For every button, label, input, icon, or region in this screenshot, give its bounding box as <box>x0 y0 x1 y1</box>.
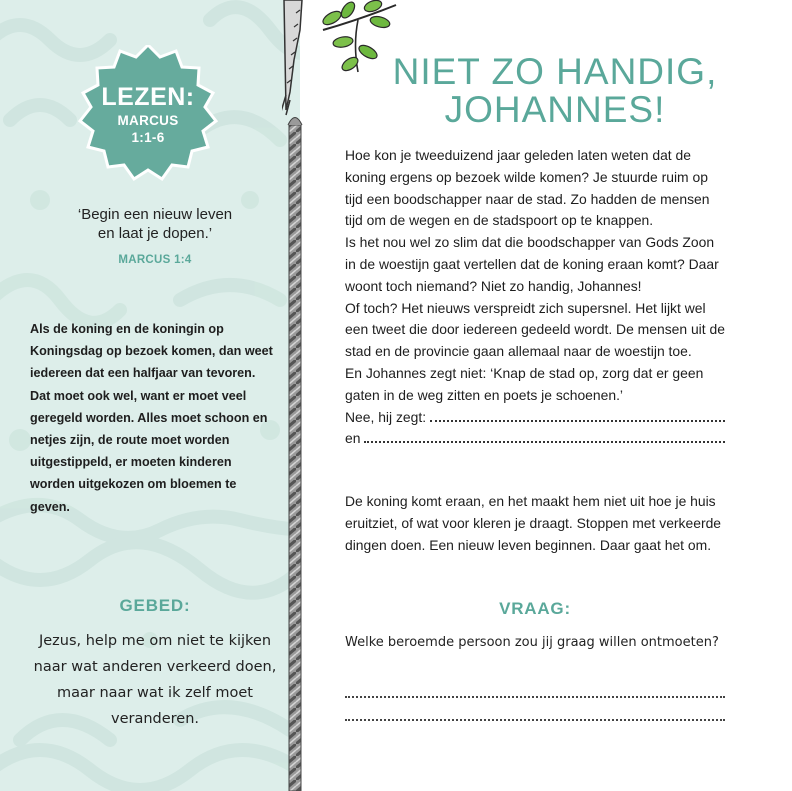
story-paragraph-5: De koning komt eraan, en het maakt hem niet uit hoe je huis eruitziet, of wat voor kleren je draagt. Stoppen met verkeerde dingen doen. Een nieuw leven beginnen. Daar gaat het om. <box>345 493 722 553</box>
intro-text: Als de koning en de koningin op Koningsdag op bezoek komen, dan weet iedereen dat een halfjaar van tevoren. Dat moet ook wel, want er moet veel geregeld worden. Alles moet schoon en netjes zijn, de route moet worden uitgestippeld, er moeten kinderen worden uitgekozen om bloemen te geven. <box>30 322 273 514</box>
fill-in-label-1: Nee, hij zegt: <box>345 408 427 425</box>
title-line-2: JOHANNES! <box>444 89 666 130</box>
knife-blade-icon <box>284 0 302 110</box>
vraag-title: VRAAG: <box>499 599 571 618</box>
quote-reference: MARCUS 1:4 <box>118 254 192 266</box>
quote-line-1: ‘Begin een nieuw leven <box>77 206 233 223</box>
fill-in-dots-1[interactable] <box>430 407 725 422</box>
badge-title: LEZEN: <box>101 82 195 111</box>
answer-line-1[interactable] <box>345 696 725 698</box>
fill-in-line-2[interactable] <box>345 428 725 450</box>
story-paragraph-2: Is het nou wel zo slim dat die boodschapper van Gods Zoon in de woestijn gaat vertellen dat de koning eraan komt? Daar woont toch niemand? Niet zo handig, Johannes! <box>345 234 719 294</box>
story-text <box>345 145 725 450</box>
answer-line-2[interactable] <box>345 719 725 721</box>
fill-in-dots-2[interactable] <box>364 428 725 443</box>
badge-text <box>78 45 218 185</box>
gebed-title: GEBED: <box>119 596 191 615</box>
gebed-text: Jezus, help me om niet te kijken naar wat anderen verkeerd doen, maar naar wat ik zelf moet veranderen. <box>33 633 277 727</box>
story-paragraph-4: En Johannes zegt niet: ‘Knap de stad op, zorg dat er geen gaten in de weg zitten en poets je schoenen.’ <box>345 364 704 403</box>
quote-line-2: en laat je dopen.’ <box>97 225 213 242</box>
fill-in-line-1[interactable] <box>345 407 725 429</box>
bible-quote <box>40 205 270 243</box>
title-line-1: NIET ZO HANDIG, <box>392 51 718 92</box>
badge-book: MARCUS <box>117 112 179 128</box>
badge-verses: 1:1-6 <box>131 129 165 145</box>
page-title <box>355 53 755 129</box>
vraag-text: Welke beroemde persoon zou jij graag willen ontmoeten? <box>345 635 719 650</box>
story-paragraph-3: Of toch? Het nieuws verspreidt zich supersnel. Het lijkt wel een tweet die door iedereen gedeeld wordt. De mensen uit de stad en de provincie gaan allemaal naar de woestijn toe. <box>345 299 725 360</box>
fill-in-label-2: en <box>345 430 361 447</box>
rope-divider <box>282 0 310 791</box>
story-paragraph-1: Hoe kon je tweeduizend jaar geleden laten weten dat de koning ergens op bezoek wilde komen? Je stuurde ruim op tijd een boodschapper naar de stad. Zo hadden de mensen tijd om de wegen en de stadspoort op te knappen. <box>345 147 710 229</box>
